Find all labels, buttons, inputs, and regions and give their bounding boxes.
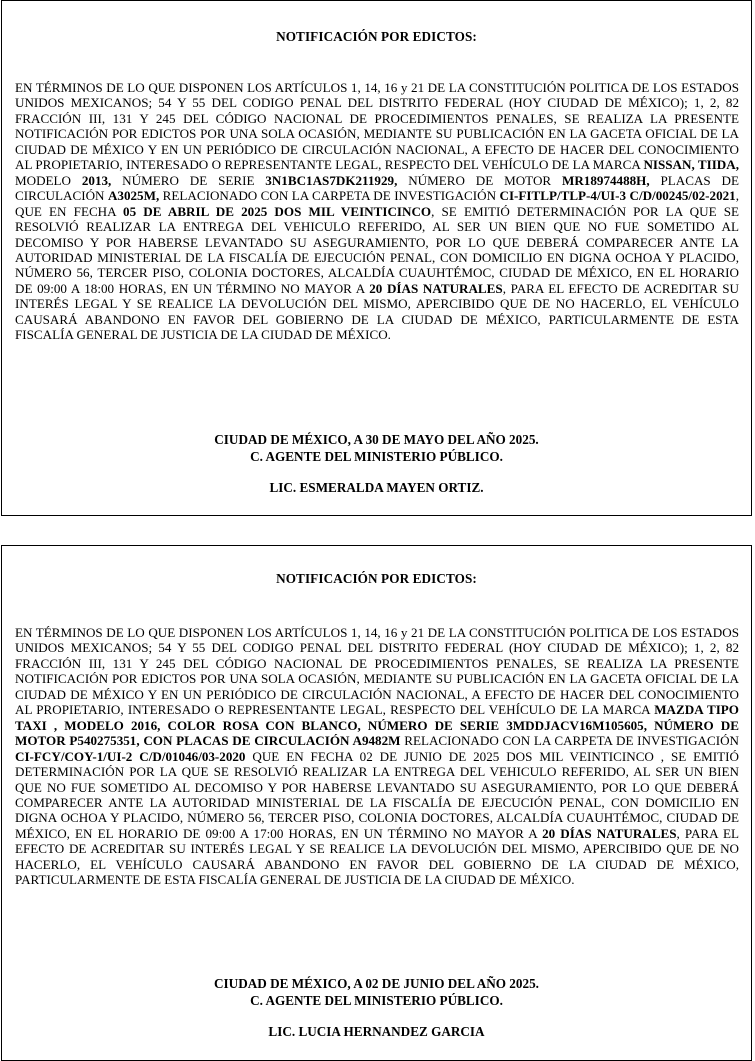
notice-title: NOTIFICACIÓN POR EDICTOS: (276, 571, 477, 586)
notice-body (15, 80, 739, 343)
role-line: C. AGENTE DEL MINISTERIO PÚBLICO. (250, 449, 503, 464)
vehicle-plates: A3025M, (107, 188, 160, 204)
body-text: , SE EMITIÓ DETERMINACIÓN POR LA QUE SE RESOLVIÓ REALIZAR LA ENTREGA DEL VEHICULO REFERIDO, AL SER UN BIEN QUE NO FUE SOMETIDO AL DECOMISO Y POR HABERSE LEVANTADO SU ASEGURAMIENTO, POR LO QUE DEBERÁ COMPARECER ANTE LA AUTORIDAD MINISTERIAL DE LA FISCALÍA DE EJECUCIÓN PENAL, CON DOMICILIO EN DIGNA OCHOA Y PLACIDO, NÚMERO 56, TERCER PISO, COLONIA DOCTORES, ALCALDÍA CUAUHTÉMOC, CIUDAD DE MÉXICO, EN EL HORARIO DE 09:00 A 18:00 HORAS, EN UN TÉRMINO NO MAYOR A (15, 203, 740, 296)
investigation-file: CI-FCY/COY-1/UI-2 C/D/01046/03-2020 (15, 748, 246, 764)
body-text: , PARA EL EFECTO DE ACREDITAR SU INTERÉS LEGAL Y SE REALICE LA DEVOLUCIÓN DEL MISMO, APERCIBIDO QUE DE NO HACERLO, EL VEHÍCULO CAUSARÁ ABANDONO EN FAVOR DEL GOBIERNO DE LA CIUDAD DE MÉXICO, PARTICULARMENTE DE ESTA FISCALÍA GENERAL DE JUSTICIA DE LA CIUDAD DE MÉXICO. (15, 825, 739, 888)
date-line: CIUDAD DE MÉXICO, A 02 DE JUNIO DEL AÑO 2025. (214, 976, 539, 991)
deadline-days: 20 DÍAS NATURALES (542, 825, 677, 841)
edict-notice-1 (1, 0, 752, 516)
investigation-file: CI-FITLP/TLP-4/UI-3 C/D/00245/02-2021 (499, 188, 736, 204)
vehicle-serial-number: 3N1BC1AS7DK211929, (265, 172, 398, 188)
body-text: EN TÉRMINOS DE LO QUE DISPONEN LOS ARTÍCULOS 1, 14, 16 y 21 DE LA CONSTITUCIÓN POLITICA DE LOS ESTADOS UNIDOS MEXICANOS; 54 Y 55 DEL CODIGO PENAL DEL DISTRITO FEDERAL (HOY CIUDAD DE MÉXICO); 1, 2, 82 FRACCIÓN III, 131 Y 245 DEL CÓDIGO NACIONAL DE PROCEDIMIENTOS PENALES, SE REALIZA LA PRESENTE NOTIFICACIÓN POR EDICTOS POR UNA SOLA OCASIÓN, MEDIANTE SU PUBLICACIÓN EN LA GACETA OFICIAL DE LA CIUDAD DE MÉXICO Y EN UN PERIÓDICO DE CIRCULACIÓN NACIONAL, A EFECTO DE HACER DEL CONOCIMIENTO AL PROPIETARIO, INTERESADO O REPRESENTANTE LEGAL, RESPECTO DEL VEHÍCULO DE LA MARCA (15, 80, 739, 173)
body-text: , PARA EL EFECTO DE ACREDITAR SU INTERÉS LEGAL Y SE REALICE LA DEVOLUCIÓN DEL MISMO, APERCIBIDO QUE DE NO HACERLO, EL VEHÍCULO CAUSARÁ ABANDONO EN FAVOR DEL GOBIERNO DE LA CIUDAD DE MÉXICO, PARTICULARMENTE DE ESTA FISCALÍA GENERAL DE JUSTICIA DE LA CIUDAD DE MÉXICO. (15, 280, 739, 343)
notice-title: NOTIFICACIÓN POR EDICTOS: (276, 29, 477, 44)
vehicle-details: MAZDA TIPO TAXI , MODELO 2016, COLOR ROSA CON BLANCO, NÚMERO DE SERIE 3MDDJACV16M105605, NÚMERO DE MOTOR P540275351, CON PLACAS DE CIRCULACIÓN A9482M (15, 702, 739, 749)
determination-date: 05 DE ABRIL DE 2025 DOS MIL VEINTICINCO (123, 203, 432, 219)
body-text: NÚMERO DE SERIE (111, 172, 266, 188)
vehicle-engine-number: MR18974488H, (561, 172, 650, 188)
role-line: C. AGENTE DEL MINISTERIO PÚBLICO. (250, 993, 503, 1008)
body-text: EN TÉRMINOS DE LO QUE DISPONEN LOS ARTÍCULOS 1, 14, 16 y 21 DE LA CONSTITUCIÓN POLITICA DE LOS ESTADOS UNIDOS MEXICANOS; 54 Y 55 DEL CODIGO PENAL DEL DISTRITO FEDERAL (HOY CIUDAD DE MÉXICO); 1, 2, 82 FRACCIÓN III, 131 Y 245 DEL CÓDIGO NACIONAL DE PROCEDIMIENTOS PENALES, SE REALIZA LA PRESENTE NOTIFICACIÓN POR EDICTOS POR UNA SOLA OCASIÓN, MEDIANTE SU PUBLICACIÓN EN LA GACETA OFICIAL DE LA CIUDAD DE MÉXICO Y EN UN PERIÓDICO DE CIRCULACIÓN NACIONAL, A EFECTO DE HACER DEL CONOCIMIENTO AL PROPIETARIO, INTERESADO O REPRESENTANTE LEGAL, RESPECTO DEL VEHÍCULO DE LA MARCA (15, 625, 739, 718)
body-text: , QUE EN FECHA (15, 188, 739, 219)
vehicle-model-year: 2013, (81, 172, 112, 188)
signer-name: LIC. LUCIA HERNANDEZ GARCIA (268, 1024, 485, 1039)
body-text: NÚMERO DE MOTOR (397, 172, 562, 188)
spacer (2, 465, 751, 479)
notice-body (15, 625, 739, 888)
vehicle-brand: NISSAN, TIIDA, (643, 157, 739, 173)
edict-notice-2 (1, 545, 752, 1061)
date-line: CIUDAD DE MÉXICO, A 30 DE MAYO DEL AÑO 2025. (214, 432, 539, 447)
body-text: RELACIONADO CON LA CARPETA DE INVESTIGACIÓN (400, 733, 740, 749)
body-text: PLACAS DE CIRCULACIÓN (15, 172, 739, 204)
signature-block (2, 431, 751, 496)
spacer (2, 1009, 751, 1023)
deadline-days: 20 DÍAS NATURALES (369, 280, 503, 296)
body-text: MODELO (15, 172, 82, 188)
signature-block (2, 975, 751, 1040)
body-text: RELACIONADO CON LA CARPETA DE INVESTIGACIÓN (159, 188, 500, 204)
body-text: QUE EN FECHA 02 DE JUNIO DE 2025 DOS MIL VEINTICINCO , SE EMITIÓ DETERMINACIÓN POR LA QUE SE RESOLVIÓ REALIZAR LA ENTREGA DEL VEHICULO REFERIDO, AL SER UN BIEN QUE NO FUE SOMETIDO AL DECOMISO Y POR HABERSE LEVANTADO SU ASEGURAMIENTO, POR LO QUE DEBERÁ COMPARECER ANTE LA AUTORIDAD MINISTERIAL DE LA FISCALÍA DE EJECUCIÓN PENAL, CON DOMICILIO EN DIGNA OCHOA Y PLACIDO, NÚMERO 56, TERCER PISO, COLONIA DOCTORES, ALCALDÍA CUAUHTÉMOC, CIUDAD DE MÉXICO, EN EL HORARIO DE 09:00 A 17:00 HORAS, EN UN TÉRMINO NO MAYOR A (15, 748, 739, 841)
signer-name: LIC. ESMERALDA MAYEN ORTIZ. (269, 480, 484, 495)
